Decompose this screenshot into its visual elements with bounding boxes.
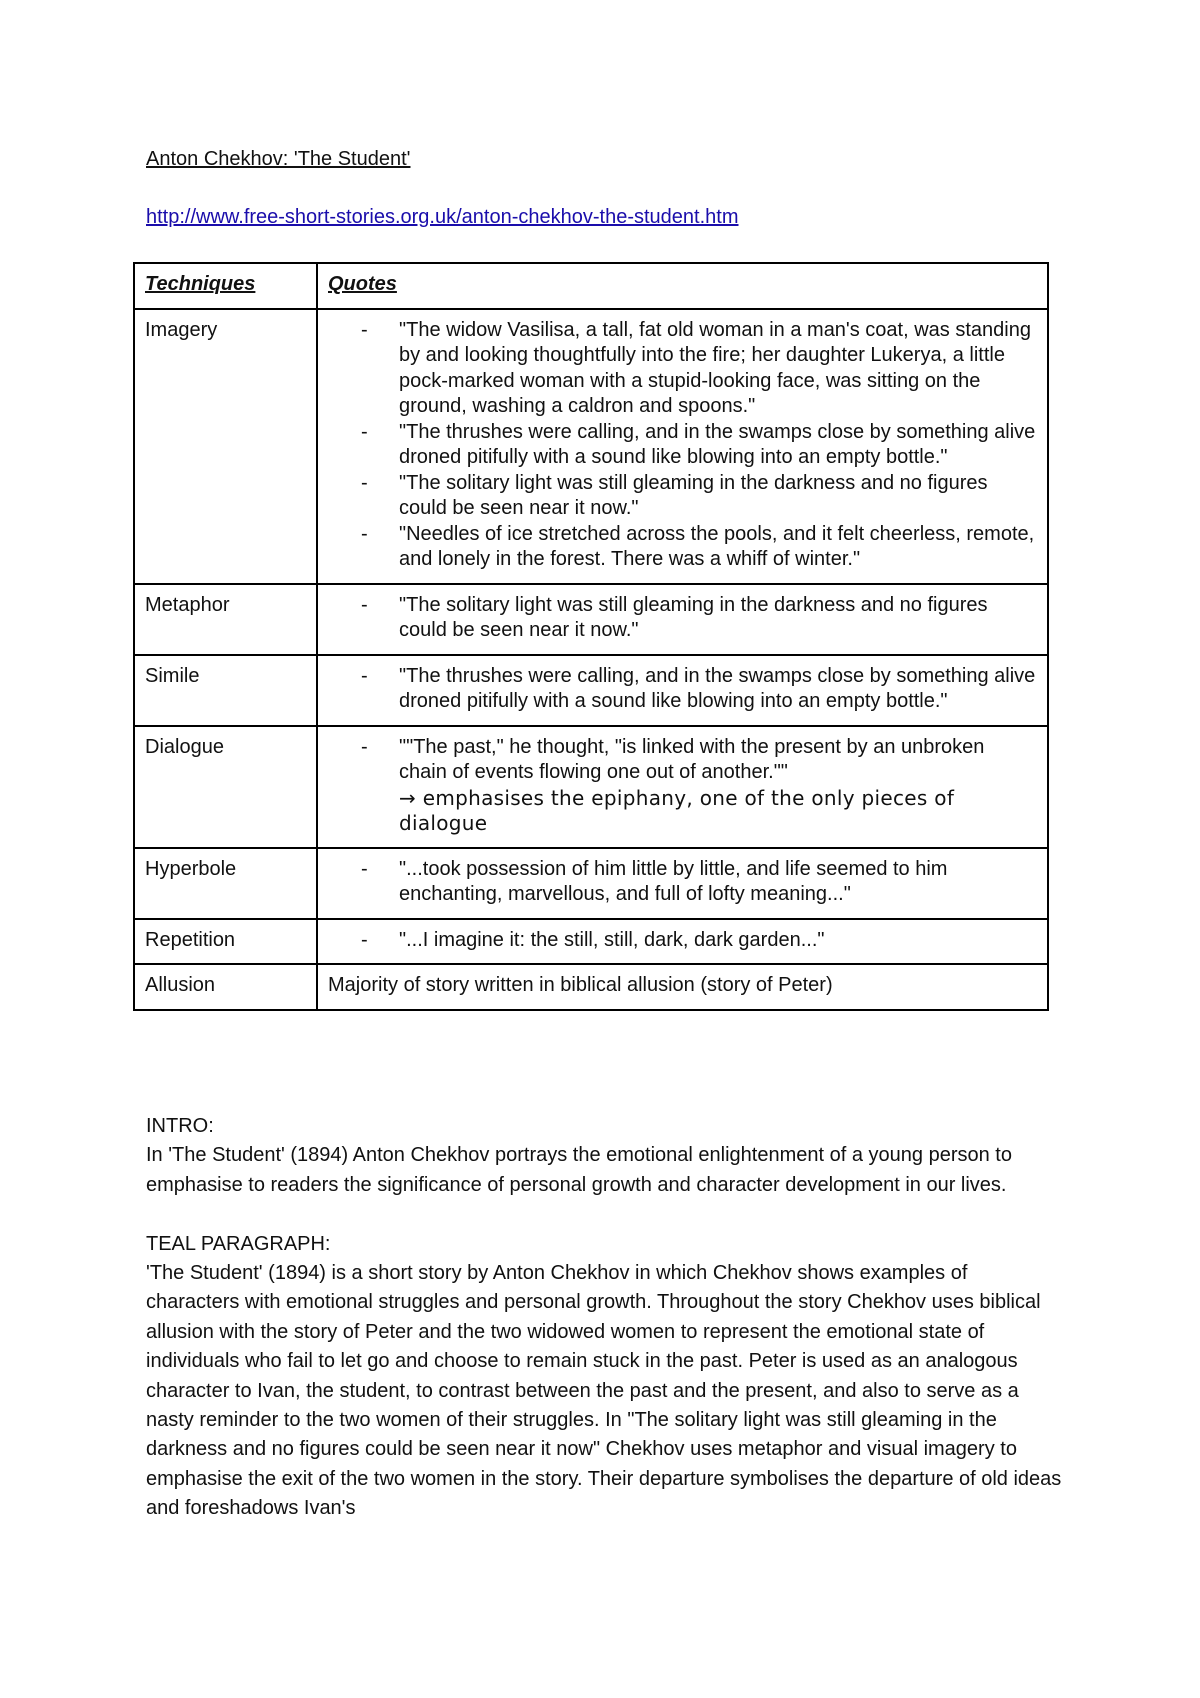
quotes-cell: Majority of story written in biblical allusion (story of Peter) xyxy=(317,964,1048,1010)
quotes-cell xyxy=(317,848,1048,919)
table-row-simile xyxy=(134,655,1048,726)
quote-item: - "...took possession of him little by little, and life seemed to him enchanting, marvellous, and full of lofty meaning..." xyxy=(328,857,1037,908)
quote-text: ""The past," he thought, "is linked with the present by an unbroken chain of events flowing one out of another."" xyxy=(399,735,985,783)
intro-heading: INTRO: xyxy=(146,1115,214,1137)
table-row-hyperbole xyxy=(134,848,1048,919)
quote-list xyxy=(328,664,1037,715)
quotes-cell xyxy=(317,919,1048,965)
quote-list xyxy=(328,857,1037,908)
table-row-allusion xyxy=(134,964,1048,1010)
technique-cell: Imagery xyxy=(134,309,317,584)
header-quotes xyxy=(317,263,1048,309)
technique-cell: Simile xyxy=(134,655,317,726)
quotes-cell xyxy=(317,309,1048,584)
technique-cell: Repetition xyxy=(134,919,317,965)
header-quotes-label: Quotes xyxy=(328,273,397,295)
quote-item: - "The thrushes were calling, and in the swamps close by something alive droned pitifully with a sound like blowing into an empty bottle." xyxy=(328,420,1037,471)
quote-item: - "The solitary light was still gleaming in the darkness and no figures could be seen near it now." xyxy=(328,593,1037,644)
quotes-cell xyxy=(317,726,1048,848)
quote-item: - "The solitary light was still gleaming in the darkness and no figures could be seen near it now." xyxy=(328,471,1037,522)
quote-item: - "Needles of ice stretched across the pools, and it felt cheerless, remote, and lonely in the forest. There was a whiff of winter." xyxy=(328,522,1037,573)
teal-paragraph: 'The Student' (1894) is a short story by Anton Chekhov in which Chekhov shows examples of characters with emotional struggles and personal growth. Throughout the story Chekhov uses biblical allusion with the story of Peter and the two widowed women to represent the emotional state of individuals who fail to let go and choose to remain stuck in the past. Peter is used as an analogous character to Ivan, the student, to contrast between the past and the present, and also to serve as a nasty reminder to the two women of their struggles. In "The solitary light was still gleaming in the darkness and no figures could be seen near it now" Chekhov uses metaphor and visual imagery to emphasise the exit of the two women in the story. Their departure symbolises the departure of old ideas and foreshadows Ivan's xyxy=(146,1262,1062,1520)
quote-item: - "The thrushes were calling, and in the swamps close by something alive droned pitifully with a sound like blowing into an empty bottle." xyxy=(328,664,1037,715)
quote-list xyxy=(328,318,1037,573)
quote-list xyxy=(328,928,1037,954)
header-techniques-label: Techniques xyxy=(145,273,256,295)
header-techniques xyxy=(134,263,317,309)
table-row-metaphor xyxy=(134,584,1048,655)
intro-paragraph: In 'The Student' (1894) Anton Chekhov portrays the emotional enlightenment of a young person to emphasise to readers the significance of personal growth and character development in our lives. xyxy=(146,1144,1012,1196)
teal-heading: TEAL PARAGRAPH: xyxy=(146,1232,331,1255)
quote-item xyxy=(328,735,1037,837)
quote-item: - "The widow Vasilisa, a tall, fat old woman in a man's coat, was standing by and looking thoughtfully into the fire; her daughter Lukerya, a little pock-marked woman with a stupid-looking face, was sitting on the ground, washing a caldron and spoons." xyxy=(328,318,1037,420)
quote-item: - "...I imagine it: the still, still, dark, dark garden..." xyxy=(328,928,1037,954)
table-row-repetition xyxy=(134,919,1048,965)
quote-list xyxy=(328,593,1037,644)
technique-cell: Dialogue xyxy=(134,726,317,848)
technique-cell: Metaphor xyxy=(134,584,317,655)
table-row-imagery xyxy=(134,309,1048,584)
source-link[interactable]: http://www.free-short-stories.org.uk/anton-chekhov-the-student.htm xyxy=(146,206,739,228)
quotes-cell xyxy=(317,584,1048,655)
quote-list xyxy=(328,735,1037,837)
quotes-cell xyxy=(317,655,1048,726)
technique-cell: Hyperbole xyxy=(134,848,317,919)
essay-body xyxy=(146,1112,1066,1524)
table-row-dialogue xyxy=(134,726,1048,848)
paragraph-gap xyxy=(146,1200,1066,1229)
analysis-note: → emphasises the epiphany, one of the only pieces of dialogue xyxy=(399,785,955,835)
technique-cell: Allusion xyxy=(134,964,317,1010)
table-header-row xyxy=(134,263,1048,309)
techniques-quotes-table xyxy=(133,262,1049,1011)
document-title: Anton Chekhov: 'The Student' xyxy=(146,148,411,170)
